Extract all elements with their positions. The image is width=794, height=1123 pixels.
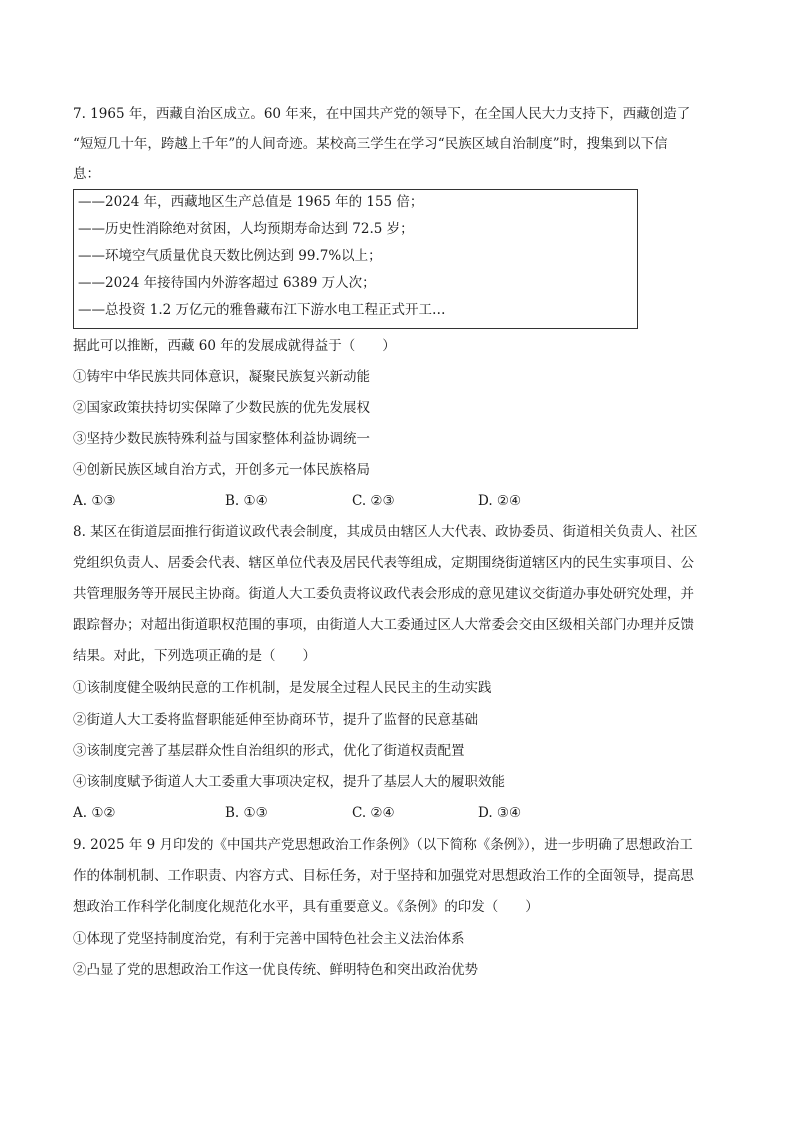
q7-statement-1: ①铸牢中华民族共同体意识，凝聚民族复兴新动能: [73, 369, 370, 385]
q7-box-item-4: ——2024 年接待国内外游客超过 6389 万人次；: [78, 275, 376, 291]
q9-stem-line-1: 9. 2025 年 9 月印发的《中国共产党思想政治工作条例》（以下简称《条例》），进一步明确了思想政治工: [73, 837, 693, 853]
q8-option-d: D. ③④: [478, 805, 522, 821]
q7-question: 据此可以推断，西藏 60 年的发展成就得益于（ ）: [73, 338, 396, 354]
q7-box-item-2: ——历史性消除绝对贫困，人均预期寿命达到 72.5 岁；: [78, 221, 414, 237]
q8-option-c: C. ②④: [352, 805, 395, 821]
q7-stem-line-2: “短短几十年，跨越上千年”的人间奇迹。某校高三学生在学习“民族区域自治制度”时，搜集到以下信: [73, 136, 668, 152]
q8-stem-line-4: 跟踪督办；对超出街道职权范围的事项，由街道人大工委通过区人大常委会交由区级相关部门办理并反馈: [73, 617, 694, 633]
q8-statement-4: ④该制度赋予街道人大工委重大事项决定权，提升了基层人大的履职效能: [73, 774, 505, 790]
q7-statement-4: ④创新民族区域自治方式，开创多元一体民族格局: [73, 462, 370, 478]
q9-stem-line-2: 作的体制机制、工作职责、内容方式、目标任务，对于坚持和加强党对思想政治工作的全面领导，提高思: [73, 868, 694, 884]
q7-box-item-3: ——环境空气质量优良天数比例达到 99.7%以上；: [78, 248, 382, 264]
q8-option-b: B. ①③: [225, 805, 268, 821]
q8-stem-line-1: 8. 某区在街道层面推行街道议政代表会制度，其成员由辖区人大代表、政协委员、街道相关负责人、社区: [73, 524, 698, 540]
q7-stem-line-1: 7. 1965 年，西藏自治区成立。60 年来，在中国共产党的领导下，在全国人民大力支持下，西藏创造了: [73, 106, 691, 122]
q7-option-b: B. ①④: [225, 493, 268, 509]
q7-option-a: A. ①③: [73, 493, 116, 509]
q8-stem-line-3: 共管理服务等开展民主协商。街道人大工委负责将议政代表会形成的意见建议交街道办事处研究处理，并: [73, 586, 694, 602]
q7-box-item-1: ——2024 年，西藏地区生产总值是 1965 年的 155 倍；: [78, 194, 424, 210]
q9-statement-2: ②凸显了党的思想政治工作这一优良传统、鲜明特色和突出政治优势: [73, 962, 478, 978]
q9-statement-1: ①体现了党坚持制度治党，有利于完善中国特色社会主义法治体系: [73, 931, 465, 947]
q7-option-c: C. ②③: [352, 493, 395, 509]
q9-stem-line-3: 想政治工作科学化制度化规范化水平，具有重要意义。《条例》的印发（ ）: [73, 899, 539, 915]
q8-stem-line-2: 党组织负责人、居委会代表、辖区单位代表及居民代表等组成，定期围绕街道辖区内的民生实事项目、公: [73, 555, 694, 571]
q7-option-d: D. ②④: [478, 493, 522, 509]
q7-info-box: [73, 189, 638, 329]
q7-statement-2: ②国家政策扶持切实保障了少数民族的优先发展权: [73, 400, 370, 416]
q8-statement-3: ③该制度完善了基层群众性自治组织的形式，优化了街道权责配置: [73, 743, 465, 759]
q8-stem-line-5: 结果。对此，下列选项正确的是（ ）: [73, 648, 316, 664]
q8-statement-1: ①该制度健全吸纳民意的工作机制，是发展全过程人民民主的生动实践: [73, 680, 492, 696]
q8-statement-2: ②街道人大工委将监督职能延伸至协商环节，提升了监督的民意基础: [73, 712, 478, 728]
q7-box-item-5: ——总投资 1.2 万亿元的雅鲁藏布江下游水电工程正式开工…: [78, 302, 446, 318]
q7-stem-line-3: 息：: [73, 166, 100, 182]
q7-statement-3: ③坚持少数民族特殊利益与国家整体利益协调统一: [73, 431, 370, 447]
q8-option-a: A. ①②: [73, 805, 116, 821]
